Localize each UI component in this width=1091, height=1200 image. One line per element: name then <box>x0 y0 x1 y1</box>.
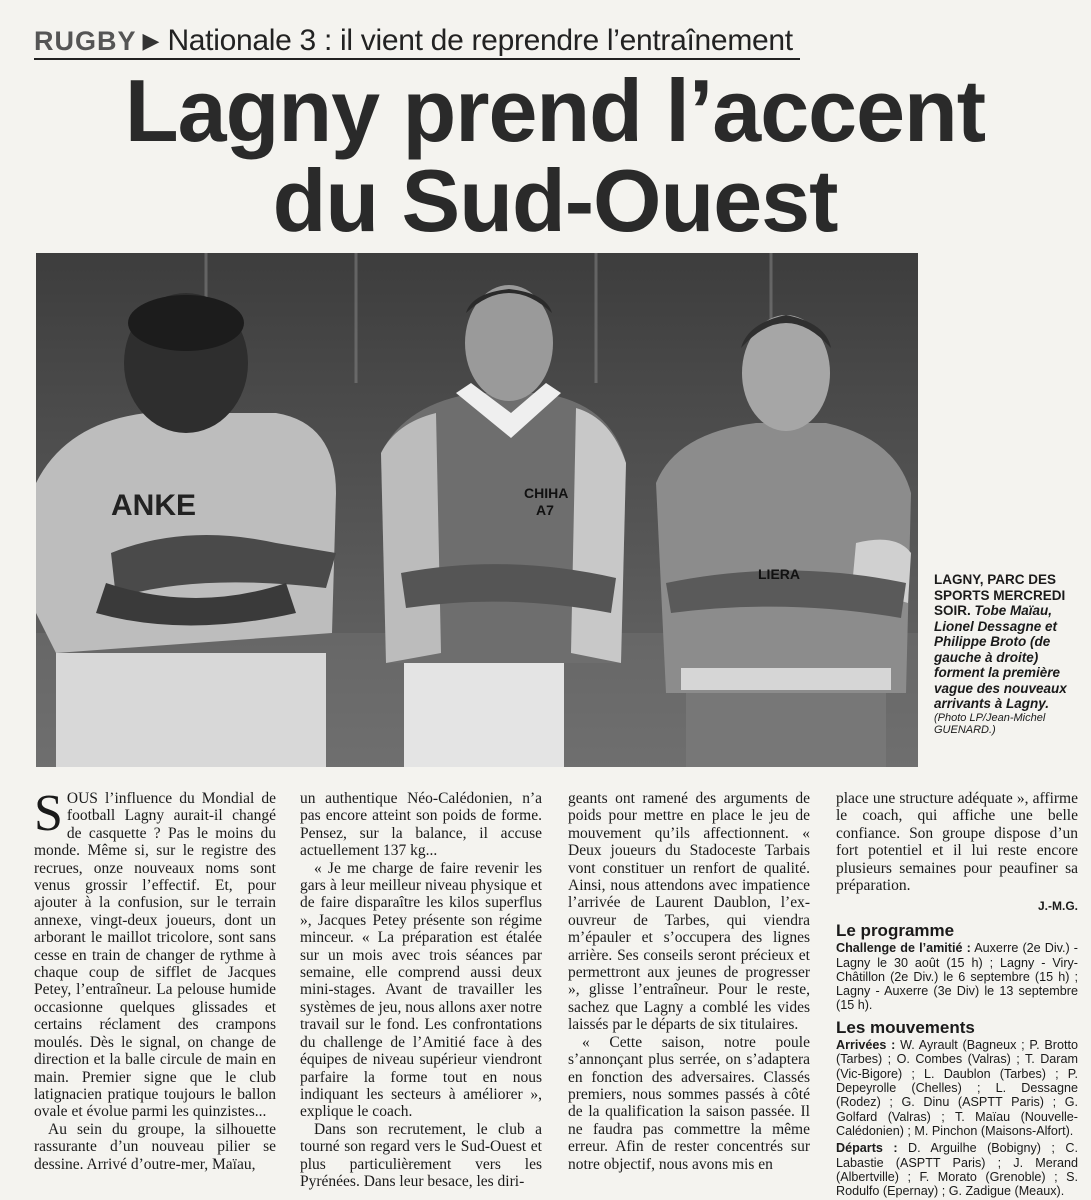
headline-line-1: Lagny prend l’accent <box>124 61 986 160</box>
photo-credit: (Photo LP/Jean-Michel GUENARD.) <box>934 711 1046 736</box>
headline-line-2: du Sud-Ouest <box>272 151 838 250</box>
arrivals-text <box>836 1038 1078 1138</box>
author-signature: J.-M.G. <box>1037 899 1078 914</box>
kicker <box>34 24 800 60</box>
team-photo-illustration <box>36 253 918 767</box>
paragraph: « Je me charge de faire revenir les gars à leur meilleur niveau physique et de faire disparaître les kilos superflus », Jacques Petey présente son régime minceur. « La préparation est étalée sur un mois avec trois séances par semaine, elle comprend aussi deux mini-stages. Avant de travailler les systèmes de jeu, nous allons axer notre travail sur le fond. Les confrontations du challenge de l’Amitié face à des équipes de niveau supérieur viendront parfaire la forme tout en nous indiquant les secteurs à améliorer », explique le coach. <box>300 859 542 1121</box>
headline <box>60 61 1050 250</box>
article-column-4 <box>836 790 1078 1200</box>
section-rubric: RUGBY <box>34 26 137 56</box>
paragraph: Au sein du groupe, la silhouette rassurante d’un nouveau pilier se dessine. Arrivé d’outre-mer, Maïau, <box>34 1120 276 1173</box>
kicker-deck: Nationale 3 : il vient de reprendre l’entraînement <box>167 24 793 57</box>
jersey-text-left: ANKE <box>111 489 197 522</box>
drop-cap: S <box>34 790 63 842</box>
caption-place: LAGNY, PARC DES SPORTS MERCREDI SOIR. <box>934 572 1066 618</box>
article-column-2 <box>300 790 542 1200</box>
programme-fixtures: Auxerre (2e Div.) - Lagny le 30 août (15 h) ; Lagny - Viry-Châtillon (2e Div.) le 6 septembre (15 h) ; Lagny - Auxerre (3e Div) le 13 septembre (15 h). <box>836 941 1078 1013</box>
programme-label: Challenge de l’amitié : <box>836 941 971 956</box>
paragraph: Dans son recrutement, le club a tourné son regard vers le Sud-Ouest et plus particulièrement vers les Pyrénées. Dans leur besace, les diri- <box>300 1120 542 1190</box>
photo-caption <box>934 572 1084 736</box>
paragraph: un authentique Néo-Calédonien, n’a pas encore atteint son poids de forme. Pensez, sur la balance, il accuse actuellement 137 kg... <box>300 790 542 860</box>
paragraph: geants ont ramené des arguments de poids pour mettre en place le jeu de mouvement qu’ils affectionnent. « Deux joueurs du Stadoceste Tarbais vont constituer un renfort de qualité. Ainsi, nous attendons avec impatience l’arrivée de Laurent Daublon, l’ex-ouvreur de Tarbes, qui viendra m’épauler et s’occupera des lignes arrière. Ses conseils seront précieux et permettront aux jeunes de progresser », glisse l’entraîneur. Pour le reste, sachez que Lagny a comblé les vides laissés par le départs de six titulaires. <box>568 790 810 1034</box>
jersey-text-middle-1: CHIHA <box>524 485 569 501</box>
departures-list: D. Arguilhe (Bobigny) ; C. Labastie (ASPTT Paris) ; J. Merand (Albertville) ; F. Morato (Grenoble) ; S. Rodulfo (Epernay) ; G. Zadigue (Meaux). <box>836 1141 1078 1199</box>
departures-label: Départs : <box>836 1141 898 1156</box>
arrivals-list: W. Ayrault (Bagneux ; P. Brotto (Tarbes) ; O. Combes (Valras) ; T. Daram (Vic-Bigore) ; L. Daublon (Tarbes) ; P. Depeyrolle (Chelles) ; L. Dessagne (Rodez) ; G. Dinu (ASPTT Paris) ; G. Golfard (Valras) ; T. Maïau (Nouvelle-Calédonien) ; M. Pinchon (Maisons-Alfort). <box>836 1038 1078 1138</box>
departures-text <box>836 1141 1078 1198</box>
paragraph <box>34 790 276 1121</box>
arrivals-label: Arrivées : <box>836 1038 896 1053</box>
jersey-text-middle-2: A7 <box>536 502 554 518</box>
programme-text <box>836 941 1078 1012</box>
programme-heading: Le programme <box>836 920 955 940</box>
mouvements-heading: Les mouvements <box>836 1017 975 1037</box>
article-column-1 <box>34 790 276 1200</box>
paragraph: « Cette saison, notre poule s’annonçant plus serrée, on s’adaptera en fonction des adversaires. Classés premiers, nous sommes passés à côté de la qualification la saison passée. Il ne faudra pas commettre la même erreur. Afin de rester concentrés sur notre objectif, nous avons mis en <box>568 1033 810 1173</box>
paragraph-text: OUS l’influence du Mondial de football Lagny aurait-il changé de casquette ? Pas le moins du monde. Même si, sur le registre des recrues, onze nouveaux noms sont venus grossir l’effectif. Et, pour ajouter à la confusion, sur le terrain annexe, vingt-deux joueurs, dont un arborant le maillot tricolore, sont sans cesse en train de changer de rythme à chaque coup de sifflet de Jacques Petey, l’entraîneur. La pelouse humide occasionne quelques glissades et certains réclament des crampons moulés. Dès le signal, on change de direction et la balle circule de main en main. Premier signe que le club latignacien pratique toujours le ballon ovale et évolue parmi les quinzistes... <box>34 790 276 1121</box>
article-column-3 <box>568 790 810 1200</box>
jersey-text-right: LIERA <box>758 566 800 582</box>
paragraph: place une structure adéquate », affirme le coach, qui affiche une belle confiance. Son groupe dispose d’un fort potentiel et il lui reste encore plusieurs semaines pour peaufiner sa préparation. <box>836 790 1078 895</box>
caption-description: Tobe Maïau, Lionel Dessagne et Philippe Broto (de gauche à droite) forment la première vague des nouveaux arrivants à Lagny. <box>934 603 1067 711</box>
team-photo <box>36 253 918 767</box>
triangle-arrow-icon: ▶ <box>142 28 160 53</box>
